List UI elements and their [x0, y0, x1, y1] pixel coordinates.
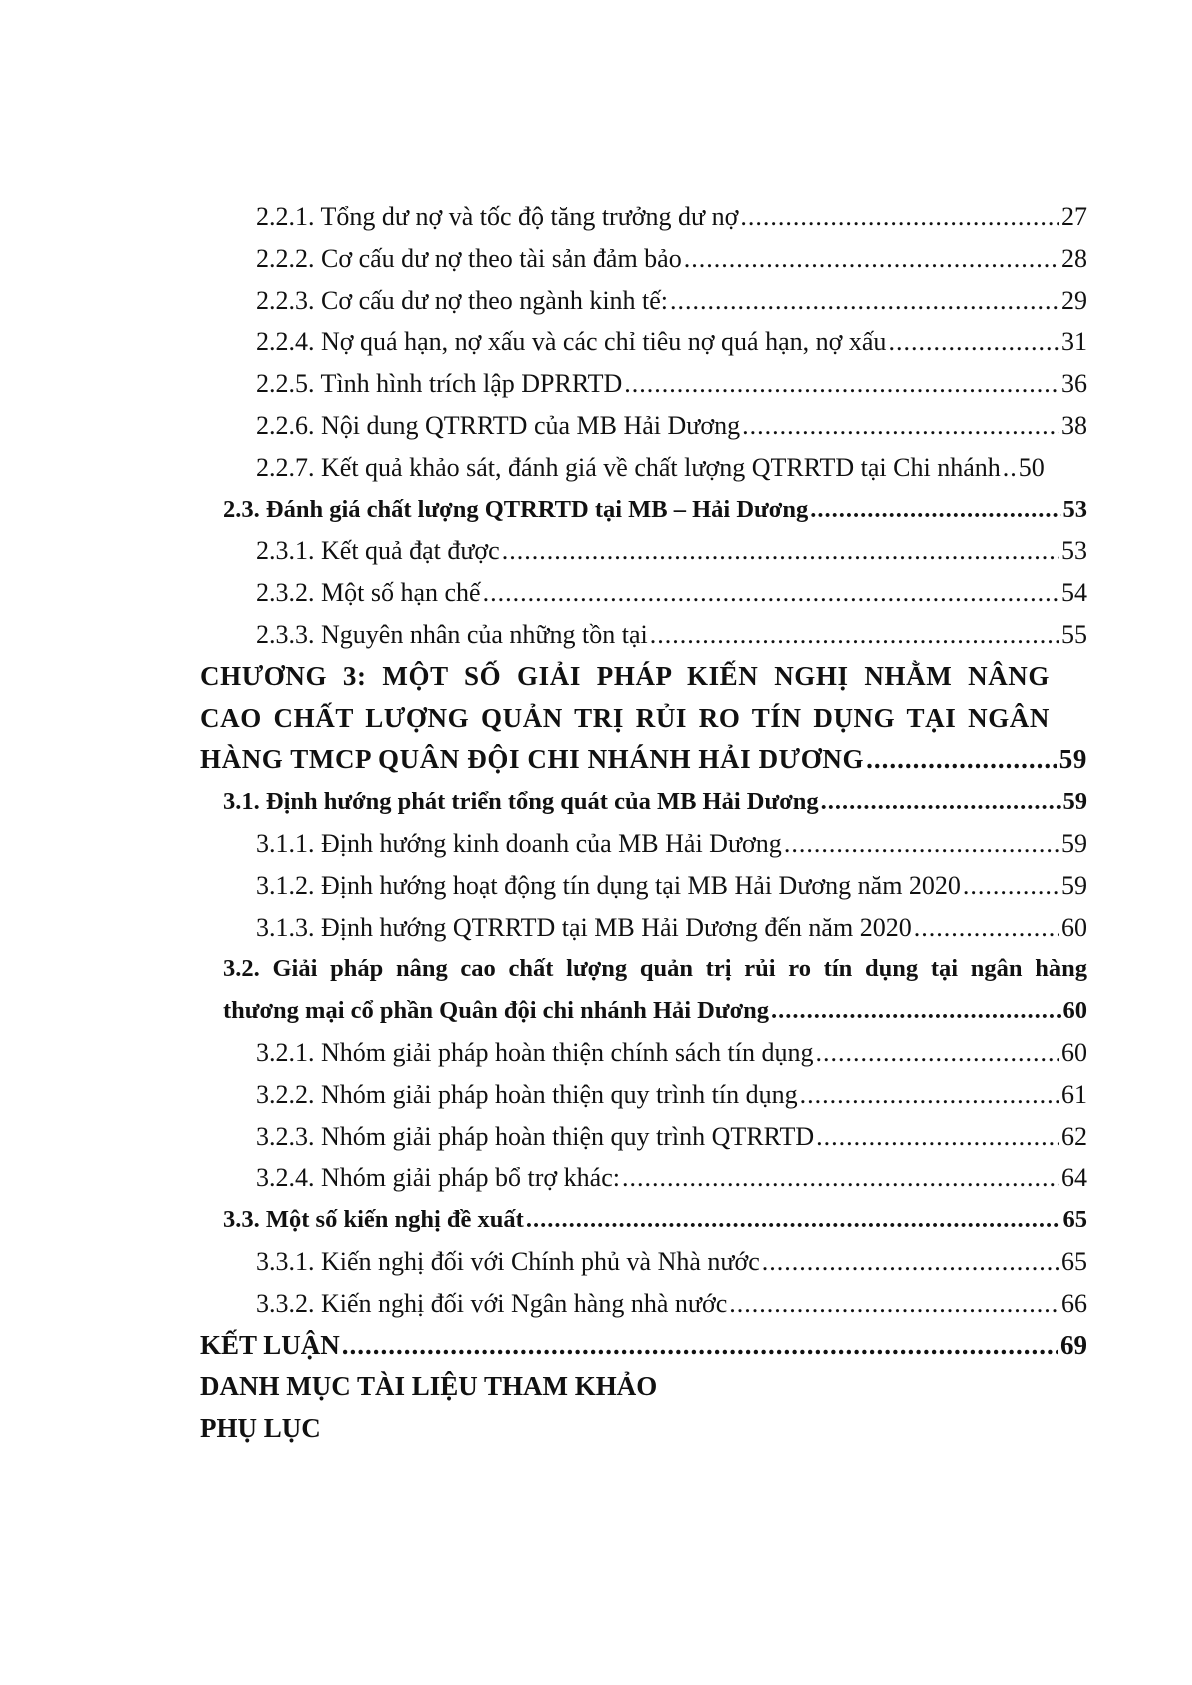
toc-entry-page: 36	[1061, 369, 1087, 399]
toc-leader-dots	[762, 1241, 1059, 1283]
toc-entry-title: 2.2.5. Tình hình trích lập DPRRTD	[256, 369, 623, 399]
toc-entry-page: 62	[1061, 1121, 1087, 1151]
toc-leader-dots	[742, 405, 1059, 447]
toc-entry-page: 38	[1061, 410, 1087, 440]
toc-entry-title: 3.2.1. Nhóm giải pháp hoàn thiện chính sách tín dụng	[256, 1037, 814, 1067]
toc-leader-dots	[1003, 447, 1017, 489]
toc-chapter-entry[interactable]	[200, 1408, 1087, 1450]
toc-entry[interactable]	[200, 363, 1087, 405]
toc-leader-dots	[526, 1199, 1061, 1241]
toc-entry-title: 3.2.3. Nhóm giải pháp hoàn thiện quy trình QTRRTD	[256, 1121, 815, 1151]
chapter-title-line: CAO CHẤT LƯỢNG QUẢN TRỊ RỦI RO TÍN DỤNG TẠI NGÂN	[200, 702, 1050, 733]
toc-entry-title: thương mại cổ phần Quân đội chi nhánh Hải Dương	[223, 997, 770, 1025]
toc-entry-page: 59	[1062, 788, 1087, 816]
toc-leader-dots	[483, 572, 1059, 614]
toc-entry[interactable]	[200, 1074, 1087, 1116]
toc-entry-page: 28	[1061, 243, 1087, 273]
toc-leader-dots	[866, 739, 1057, 781]
toc-entry-title: 3.1.3. Định hướng QTRRTD tại MB Hải Dương đến năm 2020	[256, 912, 912, 942]
toc-leader-dots	[800, 1074, 1059, 1116]
toc-entry-page: 59	[1061, 828, 1087, 858]
toc-entry-title: 2.3.1. Kết quả đạt được	[256, 536, 500, 566]
toc-entry-title: KẾT LUẬN	[200, 1329, 340, 1360]
toc-entry[interactable]	[200, 447, 1087, 489]
toc-entry-title: 2.2.3. Cơ cấu dư nợ theo ngành kinh tế:	[256, 285, 669, 315]
toc-entry[interactable]	[200, 907, 1087, 949]
toc-entry-title: 3.1. Định hướng phát triển tổng quát của MB Hải Dương	[223, 788, 819, 816]
toc-chapter-entry[interactable]	[200, 1366, 1087, 1408]
toc-entry-page: 65	[1061, 1246, 1087, 1276]
toc-entry-page: 64	[1061, 1163, 1087, 1193]
toc-leader-dots	[729, 1283, 1059, 1325]
toc-entry-page: 50	[1018, 452, 1045, 482]
section-title-line: 3.2. Giải pháp nâng cao chất lượng quản trị rủi ro tín dụng tại ngân hàng	[223, 955, 1087, 983]
toc-entry-title: DANH MỤC TÀI LIỆU THAM KHẢO	[200, 1371, 658, 1402]
toc-entry[interactable]	[200, 196, 1087, 238]
toc-chapter-entry[interactable]	[200, 656, 1087, 781]
toc-entry-page: 59	[1058, 744, 1087, 775]
toc-chapter-entry[interactable]	[200, 1325, 1087, 1367]
toc-section-entry[interactable]	[200, 948, 1087, 1032]
chapter-title-last-line	[200, 739, 1087, 781]
toc-leader-dots	[622, 1157, 1059, 1199]
toc-entry-title: 3.3.1. Kiến nghị đối với Chính phủ và Nhà nước	[256, 1246, 760, 1276]
toc-entry-title: 2.2.4. Nợ quá hạn, nợ xấu và các chỉ tiêu nợ quá hạn, nợ xấu	[256, 327, 887, 357]
toc-entry[interactable]	[200, 1032, 1087, 1074]
toc-leader-dots	[342, 1325, 1058, 1367]
toc-entry-page: 60	[1062, 997, 1087, 1025]
section-title-last-line	[223, 990, 1087, 1032]
toc-entry-page: 69	[1060, 1329, 1087, 1360]
toc-entry[interactable]	[200, 405, 1087, 447]
toc-entry-title: 3.2.2. Nhóm giải pháp hoàn thiện quy trình tín dụng	[256, 1079, 798, 1109]
toc-entry[interactable]	[200, 280, 1087, 322]
toc-entry-page: 65	[1062, 1206, 1087, 1234]
toc-leader-dots	[888, 321, 1059, 363]
toc-leader-dots	[963, 865, 1059, 907]
toc-leader-dots	[816, 1116, 1059, 1158]
toc-entry-title: HÀNG TMCP QUÂN ĐỘI CHI NHÁNH HẢI DƯƠNG	[200, 744, 865, 775]
toc-leader-dots	[670, 280, 1059, 322]
toc-entry-title: 2.3.2. Một số hạn chế	[256, 578, 481, 608]
toc-leader-dots	[740, 196, 1059, 238]
toc-entry[interactable]	[200, 530, 1087, 572]
toc-entry-page: 60	[1061, 912, 1087, 942]
toc-entry-title: 2.2.1. Tổng dư nợ và tốc độ tăng trưởng dư nợ	[256, 202, 739, 231]
toc-leader-dots	[771, 990, 1060, 1032]
toc-entry[interactable]	[200, 238, 1087, 280]
toc-entry-page: 59	[1061, 870, 1087, 900]
toc-entry-title: 3.3.2. Kiến nghị đối với Ngân hàng nhà nước	[256, 1288, 728, 1318]
toc-entry-page: 53	[1062, 495, 1087, 523]
toc-leader-dots	[914, 907, 1059, 949]
toc-entry-title: 2.2.2. Cơ cấu dư nợ theo tài sản đảm bảo	[256, 243, 682, 273]
toc-entry[interactable]	[200, 1241, 1087, 1283]
toc-entry[interactable]	[200, 614, 1087, 656]
table-of-contents	[200, 196, 1087, 1450]
toc-leader-dots	[784, 823, 1059, 865]
toc-entry-page: 31	[1061, 327, 1087, 357]
toc-leader-dots	[810, 489, 1060, 531]
toc-leader-dots	[650, 614, 1059, 656]
toc-entry-page: 29	[1061, 285, 1087, 315]
toc-leader-dots	[684, 238, 1059, 280]
toc-leader-dots	[821, 781, 1061, 823]
toc-entry-title: PHỤ LỤC	[200, 1413, 321, 1444]
toc-entry[interactable]	[200, 321, 1087, 363]
chapter-title-line: CHƯƠNG 3: MỘT SỐ GIẢI PHÁP KIẾN NGHỊ NHẰM NÂNG	[200, 660, 1050, 691]
toc-entry[interactable]	[200, 1116, 1087, 1158]
toc-entry-page: 61	[1061, 1079, 1087, 1109]
toc-section-entry[interactable]	[200, 1199, 1087, 1241]
toc-entry-title: 2.3.3. Nguyên nhân của những tồn tại	[256, 619, 648, 649]
toc-entry-page: 53	[1061, 536, 1087, 566]
toc-section-entry[interactable]	[200, 489, 1087, 531]
toc-entry[interactable]	[200, 823, 1087, 865]
toc-section-entry[interactable]	[200, 781, 1087, 823]
toc-entry-page: 60	[1061, 1037, 1087, 1067]
toc-entry[interactable]	[200, 1157, 1087, 1199]
toc-entry-page: 27	[1061, 202, 1087, 231]
toc-entry[interactable]	[200, 572, 1087, 614]
toc-entry-title: 3.3. Một số kiến nghị đề xuất	[223, 1206, 524, 1234]
toc-entry-page: 66	[1061, 1288, 1087, 1318]
toc-leader-dots	[815, 1032, 1059, 1074]
toc-leader-dots	[502, 530, 1059, 572]
toc-entry-title: 2.3. Đánh giá chất lượng QTRRTD tại MB – Hải Dương	[223, 495, 809, 523]
toc-entry-page: 55	[1061, 619, 1087, 649]
toc-entry-title: 2.2.6. Nội dung QTRRTD của MB Hải Dương	[256, 410, 741, 440]
toc-entry[interactable]	[200, 865, 1087, 907]
toc-entry-page: 54	[1061, 578, 1087, 608]
toc-entry[interactable]	[200, 1283, 1087, 1325]
toc-entry-title: 2.2.7. Kết quả khảo sát, đánh giá về chất lượng QTRRTD tại Chi nhánh	[256, 452, 1001, 482]
toc-entry-title: 3.1.2. Định hướng hoạt động tín dụng tại MB Hải Dương năm 2020	[256, 870, 961, 900]
toc-entry-title: 3.1.1. Định hướng kinh doanh của MB Hải Dương	[256, 828, 782, 858]
toc-leader-dots	[624, 363, 1059, 405]
toc-entry-title: 3.2.4. Nhóm giải pháp bổ trợ khác:	[256, 1163, 620, 1193]
